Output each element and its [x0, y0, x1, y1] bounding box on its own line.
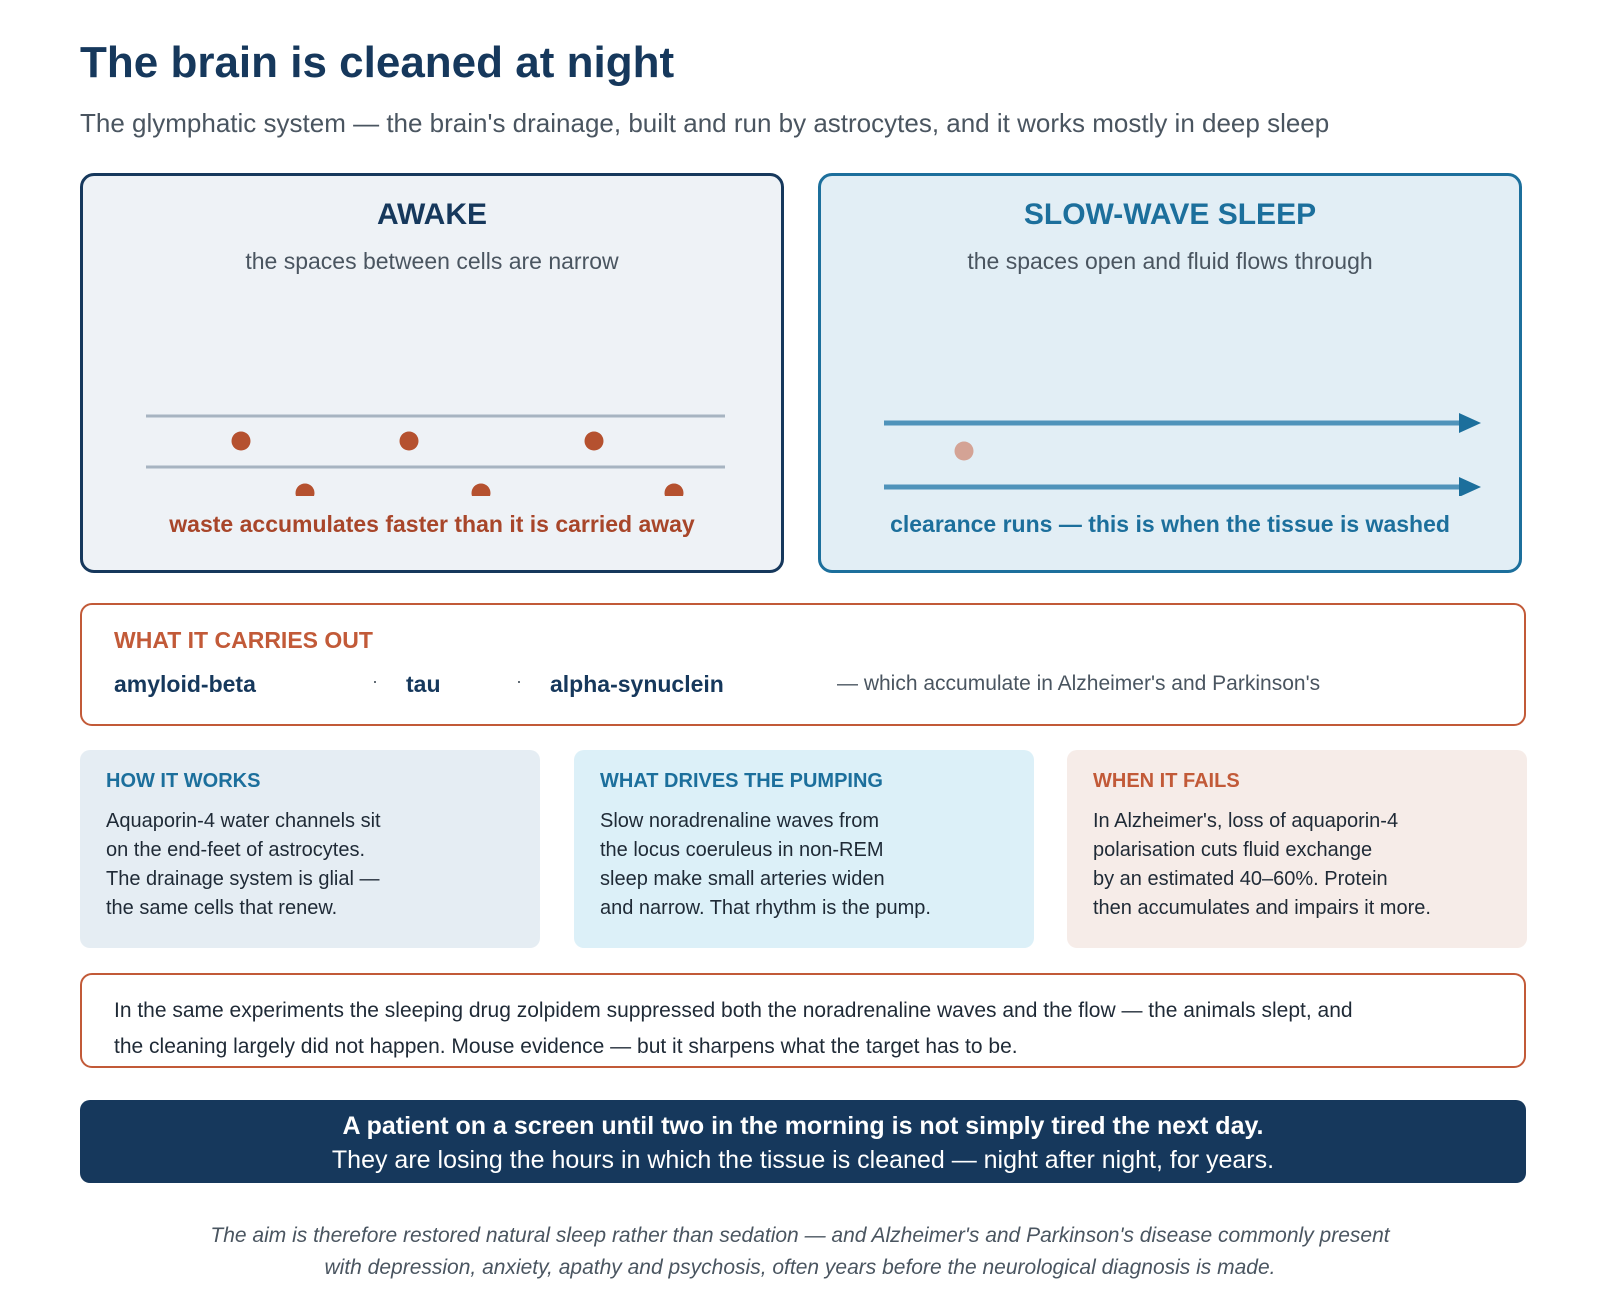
page-subtitle: The glymphatic system — the brain's drainage, built and run by astrocytes, and it works mostly in deep sleep [80, 108, 1330, 138]
footnote [0, 1220, 1600, 1284]
page-title: The brain is cleaned at night [80, 38, 675, 87]
waste-particle [585, 432, 604, 451]
open-spaces-diagram [821, 296, 1525, 496]
card-heading: WHEN IT FAILS [1093, 770, 1240, 792]
waste-particle [665, 484, 684, 497]
narrow-spaces-diagram [83, 296, 787, 496]
carries-heading: WHAT IT CARRIES OUT [114, 627, 373, 653]
sleep-caption: clearance runs — this is when the tissue is washed [890, 511, 1450, 537]
waste-particle [232, 432, 251, 451]
zolpidem-note-box [80, 973, 1526, 1068]
waste-particle [400, 432, 419, 451]
zolpidem-text: In the same experiments the sleeping drug zolpidem suppressed both the noradrenaline waves and the flow — the animals slept, and the cleaning largely did not happen. Mouse evidence — but it sharpens what the target has to be. [114, 999, 1353, 1058]
card-how-it-works [80, 750, 540, 948]
card-body: In Alzheimer's, loss of aquaporin-4 polarisation cuts fluid exchange by an estimated 40–60%. Protein then accumulates and impairs it more. [1093, 810, 1431, 919]
footnote-line-1: The aim is therefore restored natural sleep rather than sedation — and Alzheimer's and Parkinson's disease commonly present [210, 1224, 1390, 1247]
separator-dot: · [516, 671, 522, 691]
awake-caption: waste accumulates faster than it is carried away [169, 511, 695, 537]
card-heading: HOW IT WORKS [106, 770, 261, 792]
awake-subtitle: the spaces between cells are narrow [245, 248, 619, 274]
banner-line-2: They are losing the hours in which the tissue is cleaned — night after night, for years. [331, 1146, 1275, 1174]
card-body: Slow noradrenaline waves from the locus coeruleus in non-REM sleep make small arteries widen and narrow. That rhythm is the pump. [600, 810, 931, 919]
conclusion-banner [80, 1100, 1526, 1183]
protein-tau: tau [406, 671, 441, 697]
waste-particle [296, 484, 315, 497]
awake-title: AWAKE [376, 198, 487, 231]
card-heading: WHAT DRIVES THE PUMPING [600, 770, 883, 792]
cleared-particle [955, 442, 974, 461]
awake-panel [80, 173, 784, 573]
card-when-it-fails [1067, 750, 1527, 948]
card-what-drives-pumping [574, 750, 1034, 948]
banner-line-1: A patient on a screen until two in the morning is not simply tired the next day. [342, 1112, 1264, 1140]
flow-arrowhead [1459, 477, 1481, 496]
footnote-line-2: with depression, anxiety, apathy and psychosis, often years before the neurological diagnosis is made. [324, 1256, 1276, 1279]
sleep-title: SLOW-WAVE SLEEP [1023, 198, 1317, 231]
sleep-panel [818, 173, 1522, 573]
carries-note: — which accumulate in Alzheimer's and Parkinson's [837, 672, 1321, 695]
sleep-subtitle: the spaces open and fluid flows through [967, 248, 1373, 274]
waste-particle [472, 484, 491, 497]
protein-amyloid-beta: amyloid-beta [114, 671, 256, 697]
card-body: Aquaporin-4 water channels sit on the end-feet of astrocytes. The drainage system is glial — the same cells that renew. [106, 810, 381, 919]
protein-alpha-synuclein: alpha-synuclein [550, 671, 724, 697]
carries-out-box [80, 603, 1526, 726]
separator-dot: · [372, 671, 378, 691]
flow-arrowhead [1459, 413, 1481, 433]
